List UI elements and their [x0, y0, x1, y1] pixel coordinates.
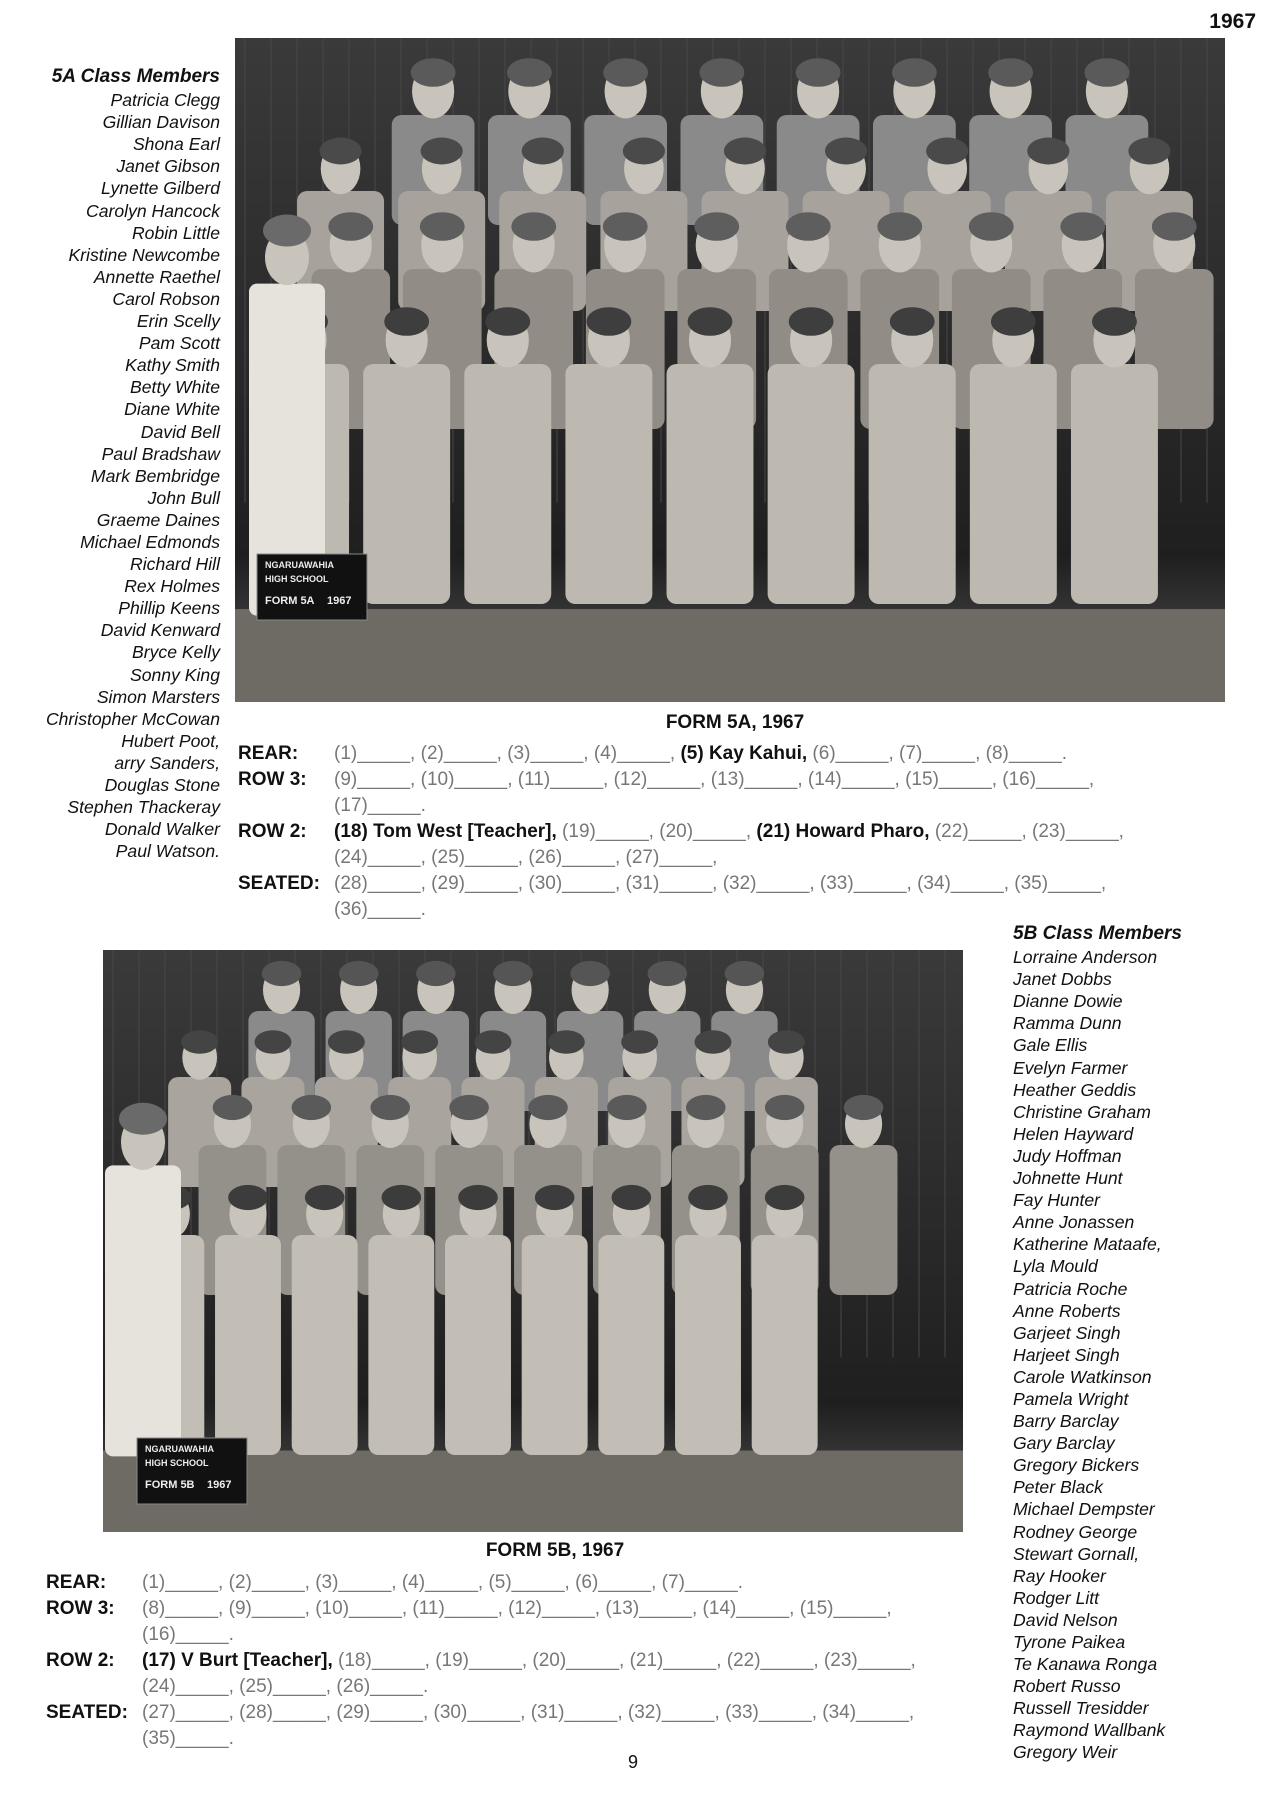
row-names — [142, 1622, 234, 1648]
member-name: Carol Robson — [112, 288, 220, 309]
member-name: Tyrone Paikea — [1013, 1632, 1126, 1652]
member-name: Fay Hunter — [1013, 1190, 1101, 1211]
member-name: Judy Hoffman — [1013, 1145, 1122, 1166]
member-name: Michael Edmonds — [80, 531, 220, 552]
member-name: Katherine Mataafe, — [1013, 1234, 1162, 1255]
class-5a-member-list — [0, 66, 220, 862]
photo-row-line — [46, 1596, 1006, 1622]
member-name: David Bell — [140, 421, 220, 442]
member-name: Mark Bembridge — [90, 465, 220, 486]
member-name: Dianne Dowie — [1013, 991, 1123, 1012]
member-name: Heather Geddis — [1013, 1079, 1137, 1100]
member-name: Bryce Kelly — [132, 642, 220, 663]
row-names — [142, 1570, 743, 1596]
photo-row-line — [46, 1674, 1006, 1700]
row-label — [46, 1622, 142, 1648]
member-name: Lorraine Anderson — [1013, 947, 1158, 968]
row-label — [238, 793, 334, 819]
form-5b-caption: FORM 5B, 1967 — [485, 1540, 625, 1561]
photo-row-line — [238, 741, 1238, 767]
row-label: REAR: — [46, 1572, 107, 1593]
member-name: Kathy Smith — [125, 355, 220, 376]
blank-positions: (18)_____, (19)_____, (20)_____, (21)_____, (22)_____, (23)_____, — [332, 1650, 916, 1671]
photo-row-line — [238, 793, 1238, 819]
row-names — [142, 1726, 234, 1752]
identified-name: (21) Howard Pharo, — [756, 821, 930, 842]
photo-row-line — [46, 1648, 1006, 1674]
member-name: David Nelson — [1013, 1609, 1118, 1630]
row-names — [334, 741, 1067, 767]
member-name: Janet Gibson — [116, 156, 220, 177]
member-name: Gregory Bickers — [1013, 1455, 1140, 1476]
member-name: Garjeet Singh — [1013, 1322, 1121, 1343]
sign-text: NGARUAWAHIA — [145, 1444, 214, 1454]
blank-positions: (8)_____, (9)_____, (10)_____, (11)_____, (12)_____, (13)_____, (14)_____, (15)_____, — [142, 1598, 892, 1619]
member-name: Harjeet Singh — [1013, 1344, 1120, 1365]
member-name: Donald Walker — [104, 819, 220, 840]
identified-name: (5) Kay Kahui, — [680, 743, 808, 764]
member-name: Carolyn Hancock — [86, 200, 220, 221]
member-name: Diane White — [124, 399, 220, 420]
member-name: Russell Tresidder — [1013, 1698, 1149, 1719]
member-name: Sonny King — [130, 664, 220, 685]
blank-positions: (19)_____, (20)_____, — [556, 821, 757, 842]
member-name: John Bull — [147, 487, 220, 508]
blank-positions: (36)_____. — [334, 899, 426, 920]
member-name: Ramma Dunn — [1013, 1013, 1122, 1034]
member-name: Evelyn Farmer — [1013, 1057, 1128, 1078]
member-name: Richard Hill — [130, 554, 220, 575]
member-name: Barry Barclay — [1013, 1411, 1119, 1432]
row-label — [46, 1674, 142, 1700]
member-name: Lynette Gilberd — [101, 178, 220, 199]
photo-row-line — [46, 1570, 1006, 1596]
blank-positions: (28)_____, (29)_____, (30)_____, (31)_____, (32)_____, (33)_____, (34)_____, (35)_____, — [334, 873, 1107, 894]
member-name: Ray Hooker — [1013, 1565, 1106, 1586]
member-name: Gary Barclay — [1013, 1433, 1115, 1454]
member-name: Kristine Newcombe — [68, 244, 220, 265]
member-name: Te Kanawa Ronga — [1013, 1654, 1158, 1675]
photo-row-line — [46, 1726, 1006, 1752]
member-name: Paul Watson. — [115, 841, 220, 862]
row-names — [334, 845, 717, 871]
photo-row-line — [238, 871, 1238, 897]
blank-positions: (1)_____, (2)_____, (3)_____, (4)_____, — [334, 743, 681, 764]
member-name: Helen Hayward — [1013, 1123, 1134, 1144]
member-name: David Kenward — [100, 620, 220, 641]
member-name: Gregory Weir — [1013, 1742, 1118, 1763]
member-name: Graeme Daines — [96, 509, 220, 530]
page-number: 9 — [628, 1752, 639, 1772]
row-names — [334, 871, 1106, 897]
row-names — [334, 767, 1094, 793]
member-name: Rex Holmes — [124, 576, 220, 597]
blank-positions: (24)_____, (25)_____, (26)_____, (27)_____, — [334, 847, 718, 868]
sign-text: FORM 5A — [265, 595, 315, 607]
row-label: SEATED: — [238, 873, 320, 894]
row-label: ROW 2: — [238, 821, 307, 842]
blank-positions: (35)_____. — [142, 1728, 234, 1749]
photo-row-line — [238, 897, 1238, 923]
sign-text: NGARUAWAHIA — [265, 560, 334, 570]
row-label — [238, 897, 334, 923]
member-name: Annette Raethel — [93, 266, 220, 287]
sign-text: HIGH SCHOOL — [145, 1458, 209, 1468]
member-name: Douglas Stone — [104, 775, 220, 795]
member-name: Hubert Poot, — [121, 730, 220, 751]
member-name: Stewart Gornall, — [1013, 1543, 1140, 1564]
row-names — [334, 793, 426, 819]
blank-positions: (17)_____. — [334, 795, 426, 816]
blank-positions: (1)_____, (2)_____, (3)_____, (4)_____, (5)_____, (6)_____, (7)_____. — [142, 1572, 744, 1593]
member-name: Phillip Keens — [118, 598, 220, 619]
form-5b-class-photo — [103, 950, 963, 1532]
sign-text: 1967 — [207, 1479, 232, 1491]
class-5b-heading: 5B Class Members — [1013, 923, 1182, 944]
sign-text: FORM 5B — [145, 1479, 195, 1491]
row-label — [238, 845, 334, 871]
class-5a-heading: 5A Class Members — [51, 66, 220, 87]
blank-positions: (6)_____, (7)_____, (8)_____. — [807, 743, 1067, 764]
class-sign-board — [257, 554, 367, 620]
member-name: Gillian Davison — [102, 112, 220, 133]
blank-positions: (16)_____. — [142, 1624, 234, 1645]
row-label — [46, 1726, 142, 1752]
member-name: Rodger Litt — [1013, 1587, 1100, 1608]
photo-row-line — [238, 845, 1238, 871]
photo-row-line — [238, 819, 1238, 845]
form-5b-name-rows — [46, 1570, 1006, 1752]
member-name: Paul Bradshaw — [101, 443, 220, 464]
page-year: 1967 — [1209, 10, 1256, 33]
member-name: Rodney George — [1013, 1521, 1138, 1542]
blank-positions: (27)_____, (28)_____, (29)_____, (30)_____, (31)_____, (32)_____, (33)_____, (34)_____, — [142, 1702, 915, 1723]
member-name: Peter Black — [1013, 1477, 1103, 1498]
row-label: REAR: — [238, 743, 299, 764]
photo-row-line — [46, 1622, 1006, 1648]
blank-positions: (24)_____, (25)_____, (26)_____. — [142, 1676, 429, 1697]
photo-row-line — [46, 1700, 1006, 1726]
class-sign-board — [137, 1438, 247, 1504]
member-name: Lyla Mould — [1013, 1256, 1098, 1277]
member-name: Gale Ellis — [1013, 1035, 1088, 1056]
row-names — [334, 819, 1124, 845]
row-names — [334, 897, 426, 923]
member-name: Betty White — [130, 377, 220, 398]
member-name: Raymond Wallbank — [1013, 1720, 1166, 1741]
blank-positions: (22)_____, (23)_____, — [929, 821, 1124, 842]
form-5a-caption: FORM 5A, 1967 — [665, 712, 805, 733]
member-name: Pam Scott — [138, 333, 220, 354]
row-label: SEATED: — [46, 1702, 128, 1723]
form-5a-class-photo — [235, 38, 1225, 702]
row-label: ROW 2: — [46, 1650, 115, 1671]
row-names — [142, 1674, 428, 1700]
identified-name: (18) Tom West [Teacher], — [334, 821, 557, 842]
member-name: arry Sanders, — [114, 752, 220, 773]
sign-text: HIGH SCHOOL — [265, 574, 329, 584]
member-name: Anne Jonassen — [1013, 1212, 1135, 1233]
member-name: Shona Earl — [132, 134, 220, 155]
member-name: Simon Marsters — [96, 686, 220, 707]
member-name: Michael Dempster — [1013, 1499, 1155, 1520]
member-name: Johnette Hunt — [1013, 1168, 1123, 1189]
row-label: ROW 3: — [46, 1598, 115, 1619]
row-names — [142, 1648, 916, 1674]
member-name: Carole Watkinson — [1013, 1366, 1152, 1387]
identified-name: (17) V Burt [Teacher], — [142, 1650, 333, 1671]
member-name: Patricia Clegg — [110, 90, 220, 111]
member-name: Patricia Roche — [1013, 1278, 1128, 1299]
member-name: Janet Dobbs — [1013, 969, 1112, 990]
member-name: Stephen Thackeray — [67, 797, 220, 818]
member-name: Anne Roberts — [1013, 1300, 1121, 1321]
blank-positions: (9)_____, (10)_____, (11)_____, (12)_____, (13)_____, (14)_____, (15)_____, (16)_____, — [334, 769, 1095, 790]
sign-text: 1967 — [327, 595, 352, 607]
class-5b-member-list — [1013, 923, 1263, 1764]
member-name: Christopher McCowan — [45, 708, 220, 729]
row-names — [142, 1596, 892, 1622]
member-name: Robin Little — [131, 222, 220, 243]
form-5a-name-rows — [238, 741, 1238, 923]
row-label: ROW 3: — [238, 769, 307, 790]
member-name: Erin Scelly — [136, 311, 220, 332]
member-name: Christine Graham — [1013, 1101, 1151, 1122]
photo-row-line — [238, 767, 1238, 793]
row-names — [142, 1700, 914, 1726]
member-name: Robert Russo — [1013, 1676, 1121, 1697]
member-name: Pamela Wright — [1013, 1388, 1129, 1409]
